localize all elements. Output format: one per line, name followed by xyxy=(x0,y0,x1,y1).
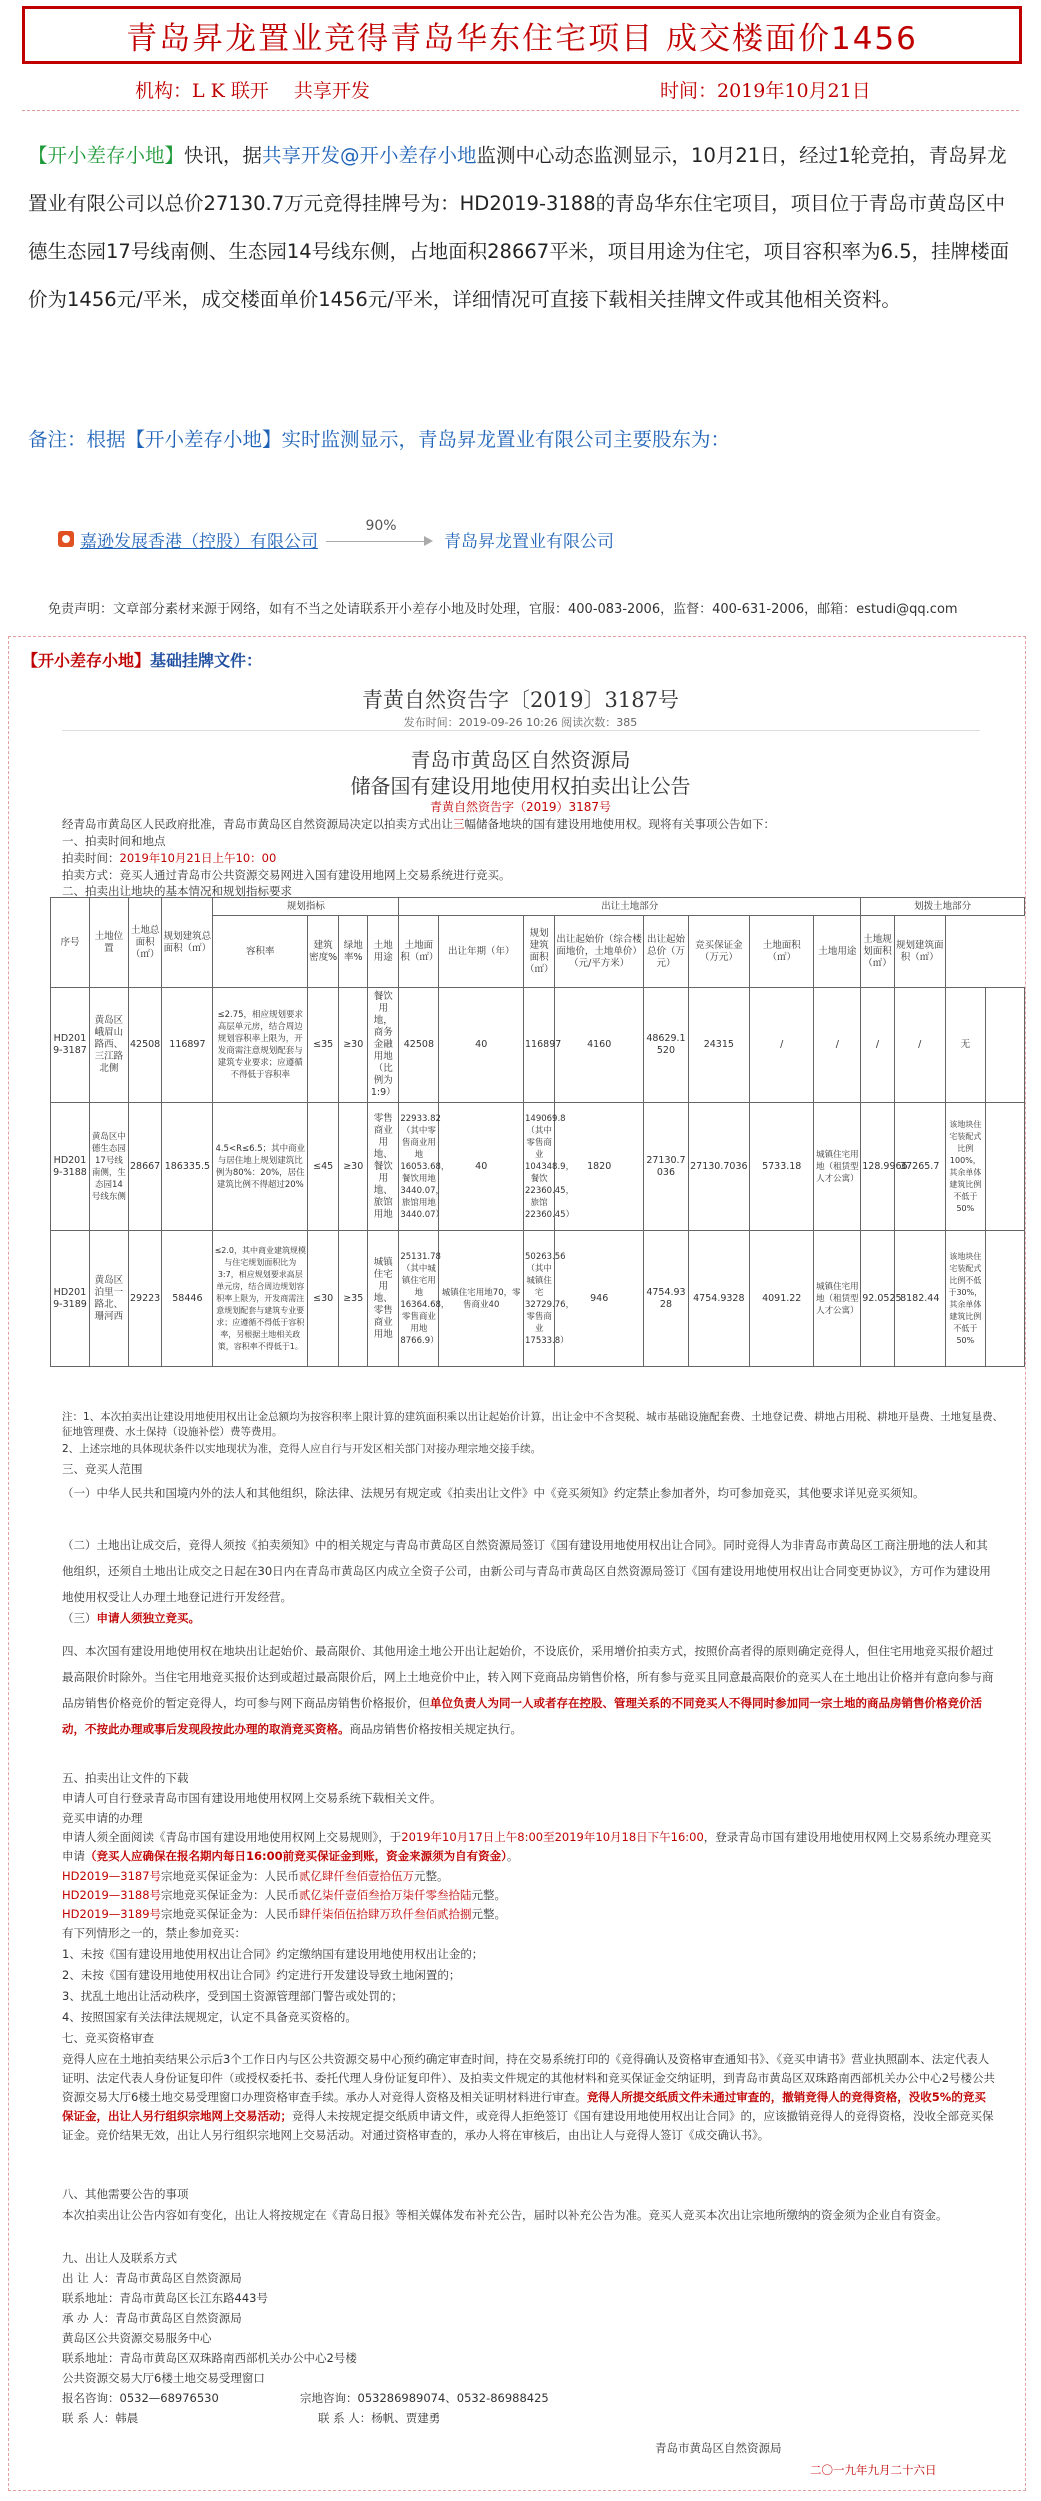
section-8: 八、其他需要公告的事项 xyxy=(62,2187,189,2201)
doc-head-label: 基础挂牌文件： xyxy=(150,651,263,670)
forbid-4: 4、按照国家有关法律法规规定，认定不具备竞买资格的。 xyxy=(62,2010,357,2024)
th-plan-vol: 容积率 xyxy=(213,916,308,988)
arrow-right-icon xyxy=(424,536,433,546)
intro-source-link[interactable]: 共享开发@开小差存小地 xyxy=(262,144,477,167)
forbid-title: 有下列情形之一的，禁止参加竞买： xyxy=(62,1926,246,1940)
deposit-3187: HD2019—3187号宗地竞买保证金为：人民币贰亿肆仟叁佰壹拾伍万元整。 xyxy=(62,1869,449,1883)
notice-section-1: 一、拍卖时间和地点 xyxy=(62,834,166,848)
signature-date: 二〇一九年九月二十六日 xyxy=(810,2463,937,2477)
th-a-area: 土地面积（㎡） xyxy=(749,916,814,988)
ownership-arrow xyxy=(326,518,436,556)
doc-head-tag: 【开小差存小地】 xyxy=(22,651,151,670)
section-3: 三、竞买人范围 xyxy=(62,1462,143,1476)
th-a-plan: 土地规划面积（㎡） xyxy=(861,916,894,988)
para-3-2: （二）土地出让成交后，竞得人须按《拍卖须知》中的相关规定与青岛市黄岛区自然资源局签订《国有建设用地使用权出让合同》。同时竞得人为非青岛市黄岛区工商注册地的法人和其他组织，还须自土地出让成交之日起在30日内在青岛市黄岛区内成立全资子公司，由新公司与青岛市黄岛区自然资源局签订《国有建设用地使用权出让合同变更协议》，方可作为建设用地使用权受让人办理土地登记进行开发经营。 xyxy=(62,1538,991,1604)
notice-section-2: 二、拍卖出让地块的基本情况和规划指标要求 xyxy=(62,884,292,898)
th-plan-green: 绿地率% xyxy=(339,916,368,988)
signature-org: 青岛市黄岛区自然资源局 xyxy=(655,2441,782,2455)
contact-line-6: 公共资源交易大厅6楼土地交易受理窗口 xyxy=(62,2371,265,2385)
th-deposit: 竞买保证金（万元） xyxy=(688,916,749,988)
forbid-2: 2、未按《国有建设用地使用权出让合同》约定进行开发建设导致土地闲置的； xyxy=(62,1968,461,1982)
th-plan-bldg: 规划建筑总面积（㎡） xyxy=(162,898,213,988)
meta-org: 机构：L K 联开 共享开发 xyxy=(135,80,370,102)
notice-pub-info: 发布时间：2019-09-26 10:26 阅读次数：385 xyxy=(403,716,638,729)
meta-time: 时间：2019年10月21日 xyxy=(660,80,871,102)
para-4: 四、本次国有建设用地使用权在地块出让起始价、最高限价、其他用途土地公开出让起始价，不设底价，采用增价拍卖方式，按照价高者得的原则确定竞得人，但住宅用地竞买报价超过最高限价时除外。当住宅用地竞买报价达到或超过最高限价后，网上土地竞价中止，转入网下竞商品房销售价格，所有参与竞买且同意最高限价的竞买人在土地出让价格并有意向参与商品房销售价格竞价的暂定竞得人，均可参与网下商品房销售价格报价，但单位负责人为同一人或者存在控股、管理关系的不同竞买人不得同时参加同一宗土地的商品房销售价格竞价活动，不按此办理或事后发现段按此办理的取消竞买资格。商品房销售价格按相关规定执行。 xyxy=(62,1644,994,1736)
th-start-price: 出让起始价（综合楼面地价，土地单价）（元/平方米） xyxy=(555,916,644,988)
phone-parcel: 宗地咨询：053286989074、0532-86988425 xyxy=(300,2391,549,2405)
notice-title-2: 储备国有建设用地使用权拍卖出让公告 xyxy=(350,774,691,798)
document-section-header xyxy=(22,648,262,671)
th-plan-density: 建筑密度% xyxy=(308,916,339,988)
deposit-3189: HD2019—3189号宗地竞买保证金为：人民币肆仟柒佰伍拾肆万玖仟叁佰贰拾捌元整。 xyxy=(62,1907,507,1921)
table-row: HD2019-3188 黄岛区中德生态园17号线南侧，生态园14号线东侧 28667 186335.5 4.5<R≤6.5；其中商业与居住地上规划建筑比例为80%：20%，居住建筑比例不得超过20% ≤45 ≥30 零售商业用地、餐饮用地、旅馆用地 22933.82（其中零售商业用地16053.68，餐饮用地3440.07，旅馆用地3440.07） 40 149069.8（其中零售商业104348.9，餐饮22360.45，旅馆22360.45） 1820 27130.7036 27130.7036 5733.18 城镇住宅用地（租赁型人才公寓） 128.9966 37265.7 该地块住宅装配式比例100%，其余单体建筑比例不低于50% xyxy=(51,1103,1025,1231)
intro-part1: 快讯，据 xyxy=(184,144,263,167)
company-logo-icon xyxy=(58,531,74,547)
th-loc: 土地位置 xyxy=(89,898,128,988)
note-1: 注：1、本次拍卖出让建设用地使用权出让金总额均为按容积率上限计算的建筑面积乘以出让起始价计算，出让金中不含契税、城市基础设施配套费、土地登记费、耕地占用税、耕地开垦费、土地复垦费、征地管理费、水土保持（设施补偿）费等费用。 xyxy=(62,1411,1004,1438)
para-3-3: （三）申请人须独立竞买。 xyxy=(62,1611,200,1625)
divider xyxy=(22,110,1019,111)
deposit-3188: HD2019—3188号宗地竞买保证金为：人民币贰亿柒仟壹佰叁拾万柒仟零叁拾陆元整。 xyxy=(62,1888,507,1902)
parcels-table xyxy=(50,897,1025,1367)
table-row: HD2019-3187 黄岛区峨眉山路西、三江路北侧 42508 116897 ≤2.75，相应规划要求高层单元房，结合周边规划容积率上限为，开发商需注意规划配套与建筑专业要求；应遵循不得低于容积率 ≤35 ≥30 餐饮用地，商务金融用地（比例为1:9） 42508 40 116897 4160 48629.1520 24315 / / / / 无 xyxy=(51,988,1025,1103)
disclaimer: 免责声明：文章部分素材来源于网络，如有不当之处请联系开小差存小地及时处理，官服：400-083-2006，监督：400-631-2006，邮箱：estudi@qq.com xyxy=(48,602,958,617)
para-3-1: （一）中华人民共和国境内外的法人和其他组织，除法律、法规另有规定或《拍卖出让文件》中《竞买须知》约定禁止参加者外，均可参加竞买，其他要求详见竞买须知。 xyxy=(62,1486,925,1500)
intro-paragraph xyxy=(28,132,1018,324)
notice-auction-time: 拍卖时间：2019年10月21日上午10：00 xyxy=(62,851,277,865)
contact-line-3: 承 办 人：青岛市黄岛区自然资源局 xyxy=(62,2311,242,2325)
section-5: 五、拍卖出让文件的下载 xyxy=(62,1771,189,1785)
th-use: 土地用途 xyxy=(368,916,399,988)
th-area: 土地面积（㎡） xyxy=(399,916,439,988)
contact-line-1: 出 让 人：青岛市黄岛区自然资源局 xyxy=(62,2271,242,2285)
notice-doc-no: 青黄自然资告字（2019）3187号 xyxy=(429,800,612,814)
para-7: 竞得人应在土地拍卖结果公示后3个工作日内与区公共资源交易中心预约确定审查时间，持在交易系统打印的《竞得确认及资格审查通知书》、《竞买申请书》营业执照副本、法定代表人证明、法定代表人身份证复印件（或授权委托书、委托代理人身份证复印件）、及拍卖文件规定的其他材料和竞买保证金交纳证明，到青岛市黄岛区双珠路南西部机关办公中心2号楼公共资源交易大厅6楼土地交易受理窗口办理资格审查手续。承办人对竞得人资格及相关证明材料进行审查。竞得人所提交纸质文件未通过审查的，撤销竞得人的竞得资格，没收5%的竞买保证金，出让人另行组织宗地网上交易活动；竞得人未按规定提交纸质申请文件，或竞得人拒绝签订《国有建设用地使用权出让合同》的，应该撤销竞得人的竞得资格，没收全部竞买保证金。竞价结果无效，出让人另行组织宗地网上交易活动。对通过资格审查的，承办人将在审核后，由出让人与竞得人签订《成交确认书》。 xyxy=(62,2052,996,2142)
para-6: 申请人须全面阅读《青岛市国有建设用地使用权网上交易规则》，于2019年10月17日上午8:00至2019年10月18日下午16:00，登录青岛市国有建设用地使用权网上交易系统办理竞买申请（竞买人应确保在报名期内每日16:00前竞买保证金到账，资金来源须为自有资金）。 xyxy=(62,1830,992,1863)
th-sell-group: 出让土地部分 xyxy=(399,898,861,916)
table-row: HD2019-3189 黄岛区泊里一路北、珊河西 29223 58446 ≤2.0，其中商业建筑规模与住宅规划面积比为3:7，相应规划要求高层单元房，结合周边规划容积率上限为，开发商需注意规划配套与建筑专业要求；应遵循不得低于容积率，另根据土地相关政策，容积率不得低于1。 ≤30 ≥35 城镇住宅用地、零售商业用地 25131.78（其中城镇住宅用地16364.68，零售商业用地8766.9） 城镇住宅用地70，零售商业40 50263.56（其中城镇住宅32729.76，零售商业17533.8） 946 4754.9328 4754.9328 4091.22 城镇住宅用地（租赁型人才公寓） 92.0525 8182.44 该地块住宅装配式比例不低于30%，其余单体建筑比例不低于50% xyxy=(51,1231,1025,1367)
th-years: 出让年期（年） xyxy=(439,916,524,988)
th-plan-group: 规划指标 xyxy=(213,898,399,916)
notice-auction-method: 拍卖方式：竞买人通过青岛市公共资源交易网进入国有建设用地网上交易系统进行竞买。 xyxy=(62,868,511,882)
contact-line-2: 联系地址：青岛市黄岛区长江东路443号 xyxy=(62,2291,268,2305)
contact-person-2: 联 系 人：杨帆、贾建勇 xyxy=(318,2411,441,2425)
headline-text: 青岛昇龙置业竞得青岛华东住宅项目 成交楼面价1456 xyxy=(126,20,918,57)
phone-registration: 报名咨询：0532—68976530 xyxy=(62,2391,219,2405)
section-6: 竞买申请的办理 xyxy=(62,1811,143,1825)
th-alloc-group: 划拨土地部分 xyxy=(861,898,1025,916)
headline-banner xyxy=(22,6,1022,64)
intro-part2: 监测中心动态监测显示，10月21日，经过1轮竞拍，青岛昇龙置业有限公司以总价27130.7万元竞得挂牌号为：HD2019-3188的青岛华东住宅项目，项目位于青岛市黄岛区中德生态园17号线南侧、生态园14号线东侧，占地面积28667平米，项目用途为住宅，项目容积率为6.5，挂牌楼面价为1456元/平米，成交楼面单价1456元/平米，详细情况可直接下载相关挂牌文件或其他相关资料。 xyxy=(28,144,1010,311)
th-a-use: 土地用途 xyxy=(814,916,861,988)
section-9: 九、出让人及联系方式 xyxy=(62,2251,177,2265)
th-start-total: 出让起始总价（万元） xyxy=(644,916,689,988)
ownership-percent: 90% xyxy=(365,518,397,534)
notice-intro: 经青岛市黄岛区人民政府批准，青岛市黄岛区自然资源局决定以拍卖方式出让三幅储备地块的国有建设用地使用权。现将有关事项公告如下： xyxy=(62,817,775,831)
para-5: 申请人可自行登录青岛市国有建设用地使用权网上交易系统下载相关文件。 xyxy=(62,1791,442,1805)
shareholder-target: 青岛昇龙置业有限公司 xyxy=(444,531,614,552)
section-7: 七、竞买资格审查 xyxy=(62,2031,154,2045)
para-8: 本次拍卖出让公告内容如有变化，出让人将按规定在《青岛日报》等相关媒体发布补充公告，届时以补充公告为准。竞买人竞买本次出让宗地所缴纳的资金须为企业自有资金。 xyxy=(62,2208,948,2222)
contact-line-4: 黄岛区公共资源交易服务中心 xyxy=(62,2331,212,2345)
th-total-area: 土地总面积（㎡） xyxy=(128,898,161,988)
th-bldg: 规划建筑面积（㎡） xyxy=(524,916,555,988)
notice-title-1: 青岛市黄岛区自然资源局 xyxy=(410,748,631,772)
shareholder-note: 备注：根据【开小差存小地】实时监测显示，青岛昇龙置业有限公司主要股东为： xyxy=(28,428,731,451)
th-a-bldg: 规划建筑面积（㎡） xyxy=(894,916,945,988)
th-no: 序号 xyxy=(51,898,90,988)
note-2: 2、上述宗地的具体现状条件以实地现状为准，竞得人应自行与开发区相关部门对接办理宗地交接手续。 xyxy=(62,1443,542,1455)
intro-tag: 【开小差存小地】 xyxy=(28,144,185,167)
contact-line-5: 联系地址：青岛市黄岛区双珠路南西部机关办公中心2号楼 xyxy=(62,2351,357,2365)
forbid-3: 3、扰乱土地出让活动秩序，受到国土资源管理部门警告或处罚的； xyxy=(62,1989,403,2003)
shareholder-name-link[interactable]: 嘉逊发展香港（控股）有限公司 xyxy=(80,531,318,552)
notice-doc-no-title: 青黄自然资告字〔2019〕3187号 xyxy=(362,688,679,712)
contact-person-1: 联 系 人：韩晨 xyxy=(62,2411,139,2425)
shareholder-diagram xyxy=(58,518,614,556)
forbid-1: 1、未按《国有建设用地使用权出让合同》约定缴纳国有建设用地使用权出让金的； xyxy=(62,1947,484,1961)
